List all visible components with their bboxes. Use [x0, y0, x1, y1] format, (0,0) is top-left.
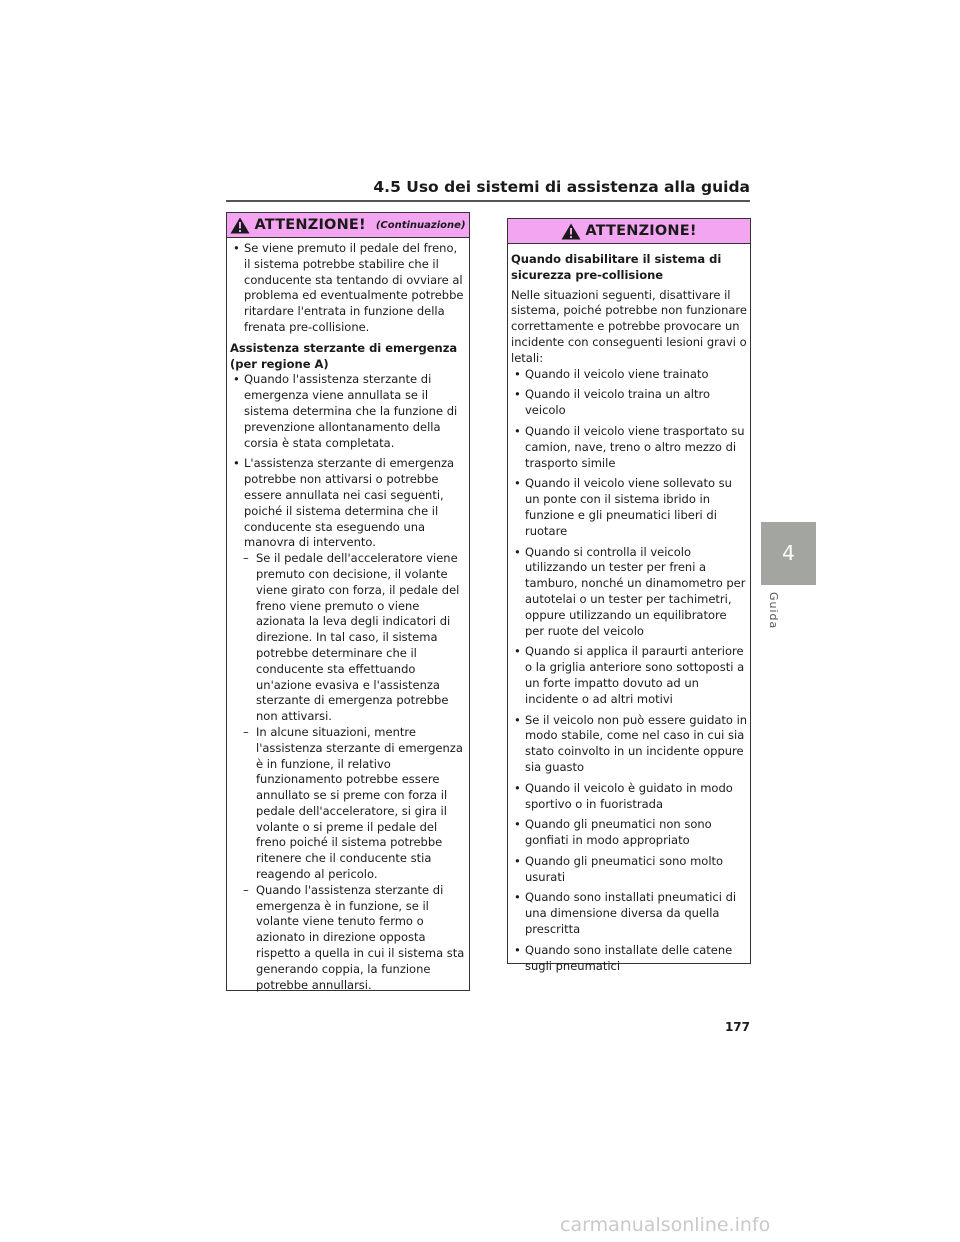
warning-box — [507, 218, 751, 973]
header-divider — [226, 200, 750, 202]
list-item: • Quando gli pneumatici non sono gonfiati in modo appropriato — [511, 817, 748, 849]
list-item: • Quando il veicolo è guidato in modo sportivo o in fuoristrada — [511, 781, 748, 813]
list-item: • Quando gli pneumatici sono molto usurati — [511, 854, 748, 886]
warning-box-header — [508, 219, 750, 244]
chapter-tab — [761, 522, 816, 585]
page-number: 177 — [724, 1020, 750, 1034]
list-item: • Quando il veicolo viene sollevato su un ponte con il sistema ibrido in funzione e gli pneumatici liberi di ruotare — [511, 476, 748, 539]
list-item: • Quando si controlla il veicolo utilizzando un tester per freni a tamburo, nonché un dinamometro per autotelai o un tester per tachimetri, oppure utilizzando un equilibratore per ruote del veicolo — [511, 545, 748, 640]
warning-content — [227, 238, 469, 993]
watermark: carmanualsonline.info — [560, 1214, 771, 1236]
warning-triangle-icon — [230, 217, 250, 234]
warning-content — [508, 244, 750, 974]
list-item-with-subitems — [230, 456, 467, 551]
section-header: 4.5 Uso dei sistemi di assistenza alla guida — [373, 178, 750, 196]
chapter-label-wrap — [766, 592, 782, 632]
list-item: • Quando il veicolo viene trasportato su camion, nave, treno o altro mezzo di trasporto simile — [511, 424, 748, 471]
list-item: • Quando sono installati pneumatici di una dimensione diversa da quella prescritta — [511, 890, 748, 937]
intro-paragraph: Nelle situazioni seguenti, disattivare il sistema, poiché potrebbe non funzionare correttamente e potrebbe provocare un incidente con conseguenti lesioni gravi o letali: — [511, 287, 747, 365]
warning-title: ATTENZIONE! — [254, 217, 366, 233]
list-item: • Quando si applica il paraurti anteriore o la griglia anteriore sono sottoposti a un forte impatto dovuto ad un incidente o ad altri motivi — [511, 644, 748, 707]
chapter-number: 4 — [782, 541, 795, 565]
list-item: • Quando sono installate delle catene sugli pneumatici — [511, 943, 748, 975]
subheading: Quando disabilitare il sistema di sicurezza pre-collisione — [511, 252, 722, 282]
warning-box-continued — [226, 212, 470, 991]
continuation-label: (Continuazione) — [375, 219, 466, 231]
list-item: • Quando l'assistenza sterzante di emergenza viene annullata se il sistema determina che la funzione di prevenzione allontanamento della corsia è stata completata. — [230, 372, 467, 451]
list-item-text: L'assistenza sterzante di emergenza potrebbe non attivarsi o potrebbe essere annullata nei casi seguenti, poiché il sistema determina che il conducente sta eseguendo una manovra di intervento. — [244, 456, 455, 550]
list-item: • Se il veicolo non può essere guidato in modo stabile, come nel caso in cui sia stato coinvolto in un incidente oppure sia guasto — [511, 713, 748, 776]
sub-list-item: – Quando l'assistenza sterzante di emergenza è in funzione, se il volante viene tenuto fermo o azionato in direzione opposta rispetto a quella in cui il sistema sta generando coppia, la funzione potrebbe annullarsi. — [230, 883, 467, 994]
list-item: • Quando il veicolo viene trainato — [511, 367, 748, 383]
list-item: • Quando il veicolo traina un altro veicolo — [511, 387, 748, 419]
sub-list-item: – In alcune situazioni, mentre l'assistenza sterzante di emergenza è in funzione, il relativo funzionamento potrebbe essere annullato se si preme con forza il pedale dell'acceleratore, si gira il volante o si preme il pedale del freno poiché il sistema potrebbe ritenere che il conducente stia reagendo al pericolo. — [230, 725, 467, 883]
warning-box-header — [227, 213, 469, 238]
subheading: Assistenza sterzante di emergenza — [230, 340, 458, 355]
sub-list-item: – Se il pedale dell'acceleratore viene premuto con decisione, il volante viene girato con forza, il pedale del freno viene premuto o viene azionata la leva degli indicatori di direzione. In tal caso, il sistema potrebbe determinare che il conducente sta effettuando un'azione evasiva e l'assistenza sterzante di emergenza potrebbe non attivarsi. — [230, 551, 467, 725]
warning-triangle-icon — [561, 223, 581, 240]
subheading-region: (per regione A) — [230, 356, 329, 371]
warning-title: ATTENZIONE! — [585, 223, 697, 239]
chapter-label: Guida — [767, 592, 780, 630]
condition-list — [511, 367, 748, 975]
list-item: • Se viene premuto il pedale del freno, il sistema potrebbe stabilire che il conducente sta tentando di ovviare al problema ed eventualmente potrebbe ritardare l'entrata in funzione della frenata pre-collisione. — [230, 241, 467, 336]
